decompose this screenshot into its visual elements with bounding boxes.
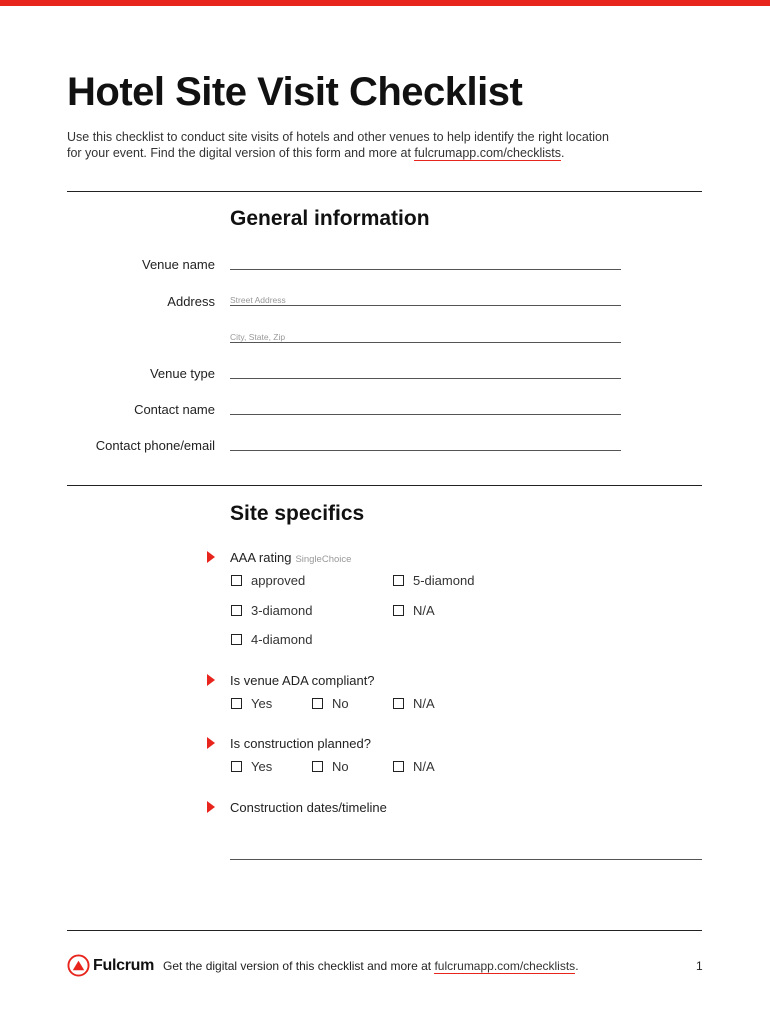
checkbox-icon[interactable] xyxy=(231,605,242,616)
construction-option[interactable] xyxy=(312,759,349,774)
option-label: 4-diamond xyxy=(251,632,313,647)
timeline-field[interactable] xyxy=(230,859,702,860)
triangle-right-icon xyxy=(207,801,215,813)
venue-type-field[interactable] xyxy=(230,378,621,379)
option-label: N/A xyxy=(413,759,435,774)
general-info-heading: General information xyxy=(230,207,430,230)
triangle-right-icon xyxy=(207,737,215,749)
address-label: Address xyxy=(167,294,215,309)
contact-name-field[interactable] xyxy=(230,414,621,415)
option-label: N/A xyxy=(413,696,435,711)
street-address-field[interactable] xyxy=(230,305,621,306)
option-label: Yes xyxy=(251,696,273,711)
venue-type-label: Venue type xyxy=(149,366,215,381)
footer-text xyxy=(163,959,579,973)
aaa-rating-label: AAA rating xyxy=(230,550,292,565)
intro-suffix: . xyxy=(560,146,565,160)
triangle-right-icon xyxy=(207,674,215,686)
checkbox-icon[interactable] xyxy=(393,761,404,772)
triangle-right-icon xyxy=(207,551,215,563)
checkbox-icon[interactable] xyxy=(393,605,404,616)
section-divider xyxy=(67,191,702,192)
contact-phone-label: Contact phone/email xyxy=(95,438,215,453)
checkbox-icon[interactable] xyxy=(312,761,323,772)
page-title: Hotel Site Visit Checklist xyxy=(67,70,523,114)
checkbox-icon[interactable] xyxy=(231,575,242,586)
ada-option[interactable] xyxy=(312,696,349,711)
aaa-rating-question xyxy=(230,550,351,565)
construction-option[interactable] xyxy=(231,759,272,774)
intro-line-2: for your event. Find the digital version of this form and more at xyxy=(67,146,415,160)
venue-name-label: Venue name xyxy=(141,257,215,272)
checkbox-icon[interactable] xyxy=(231,634,242,645)
checkbox-icon[interactable] xyxy=(393,575,404,586)
option-label: No xyxy=(332,759,349,774)
ada-option[interactable] xyxy=(393,696,435,711)
ada-option[interactable] xyxy=(231,696,272,711)
city-state-zip-field[interactable] xyxy=(230,342,621,343)
checklists-link[interactable]: fulcrumapp.com/checklists xyxy=(414,146,561,160)
option-label: Yes xyxy=(251,759,273,774)
option-label: 3-diamond xyxy=(251,603,313,618)
contact-name-label: Contact name xyxy=(134,402,215,417)
timeline-question: Construction dates/timeline xyxy=(230,800,387,815)
contact-phone-field[interactable] xyxy=(230,450,621,451)
aaa-option[interactable] xyxy=(231,573,305,588)
checkbox-icon[interactable] xyxy=(393,698,404,709)
intro-line-1: Use this checklist to conduct site visits of hotels and other venues to help identify the right location xyxy=(67,130,609,144)
fulcrum-logo-icon xyxy=(67,954,90,977)
fulcrum-logo xyxy=(67,954,154,977)
aaa-option[interactable] xyxy=(393,603,435,618)
option-label: approved xyxy=(251,573,306,588)
site-specifics-heading: Site specifics xyxy=(230,502,365,525)
footer-suffix: . xyxy=(575,959,579,973)
intro-paragraph xyxy=(67,129,647,161)
page-number: 1 xyxy=(696,959,703,973)
venue-name-field[interactable] xyxy=(230,269,621,270)
footer-checklists-link[interactable]: fulcrumapp.com/checklists xyxy=(434,959,576,973)
brand-name: Fulcrum xyxy=(93,956,155,974)
ada-question: Is venue ADA compliant? xyxy=(230,673,375,688)
aaa-option[interactable] xyxy=(231,603,312,618)
single-choice-tag: SingleChoice xyxy=(295,554,352,565)
section-divider xyxy=(67,485,702,486)
top-accent-bar xyxy=(0,0,770,6)
aaa-option[interactable] xyxy=(231,632,312,647)
option-label: No xyxy=(332,696,349,711)
footer-divider xyxy=(67,930,702,931)
construction-question: Is construction planned? xyxy=(230,736,371,751)
street-address-hint: Street Address xyxy=(230,295,286,305)
option-label: N/A xyxy=(413,603,435,618)
option-label: 5-diamond xyxy=(413,573,475,588)
checkbox-icon[interactable] xyxy=(312,698,323,709)
construction-option[interactable] xyxy=(393,759,435,774)
city-state-zip-hint: City, State, Zip xyxy=(230,332,286,342)
checkbox-icon[interactable] xyxy=(231,761,242,772)
footer-prefix: Get the digital version of this checklist and more at xyxy=(163,959,435,973)
aaa-option[interactable] xyxy=(393,573,474,588)
checkbox-icon[interactable] xyxy=(231,698,242,709)
